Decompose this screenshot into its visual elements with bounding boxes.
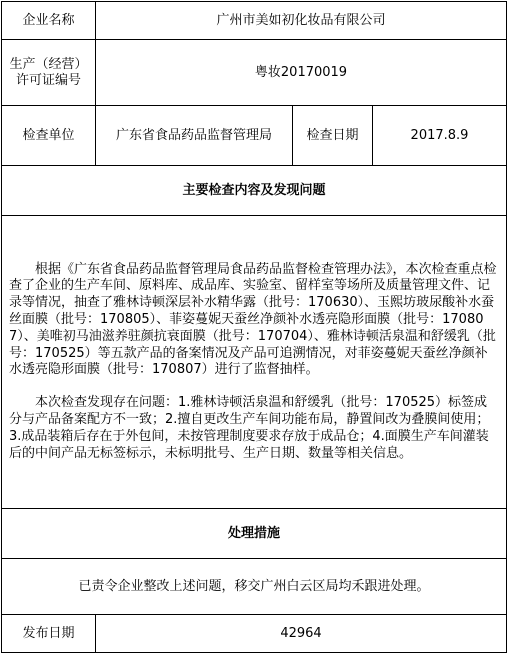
main-content-cell xyxy=(2,216,507,509)
company-name-label: 企业名称 xyxy=(2,2,96,40)
inspection-report-table xyxy=(1,1,507,653)
company-name-value: 广州市美如初化妆品有限公司 xyxy=(96,2,507,40)
main-content-row xyxy=(2,216,507,509)
license-number-label-line2: 许可证编号 xyxy=(15,72,81,88)
measures-row xyxy=(2,559,507,615)
main-content-heading-row xyxy=(2,166,507,216)
license-number-row xyxy=(2,40,507,106)
publish-date-row xyxy=(2,615,507,653)
publish-date-label: 发布日期 xyxy=(2,615,96,653)
main-content-heading: 主要检查内容及发现问题 xyxy=(2,166,507,216)
measures-text: 已责令企业整改上述问题，移交广州白云区局均禾跟进处理。 xyxy=(2,559,507,615)
inspection-unit-value: 广东省食品药品监督管理局 xyxy=(96,106,293,166)
inspection-date-value: 2017.8.9 xyxy=(373,106,507,166)
license-number-value: 粤妆20170019 xyxy=(96,40,507,106)
measures-heading-row xyxy=(2,509,507,559)
company-name-row xyxy=(2,2,507,40)
inspection-unit-row xyxy=(2,106,507,166)
license-number-label-line1: 生产（经营） xyxy=(9,56,88,72)
inspection-paragraph-1: 根据《广东省食品药品监督管理局食品药品监督检查管理办法》，本次检查重点检查了企业的生产车间、原料库、成品库、实验室、留样室等场所及质量管理文件、记录等情况，抽查了雅林诗顿深层补水精华露（批号：170630）、玉熙坊玻尿酸补水蚕丝面膜（批号：170805）、菲姿蔓妮天蚕丝净颜补水透亮隐形面膜（批号：170807）、美唯初马油滋养驻颜抗衰面膜（批号：170704）、雅林诗顿活泉温和舒缓乳（批号：170525）等五款产品的备案情况及产品可追溯情况，对菲姿蔓妮天蚕丝净颜补水透亮隐形面膜（批号：170807）进行了监督抽样。 xyxy=(9,261,497,378)
measures-heading: 处理措施 xyxy=(2,509,507,559)
license-number-label xyxy=(2,40,96,106)
inspection-unit-label: 检查单位 xyxy=(2,106,96,166)
inspection-date-label: 检查日期 xyxy=(293,106,373,166)
inspection-paragraph-2: 本次检查发现存在问题：1.雅林诗顿活泉温和舒缓乳（批号：170525）标签成分与产品备案配方不一致；2.擅自更改生产车间功能布局，静置间改为叠膜间使用；3.成品装箱后存在于外包间，未按管理制度要求存放于成品仓；4.面膜生产车间灌装后的中间产品无标签标示，未标明批号、生产日期、数量等相关信息。 xyxy=(9,395,490,461)
publish-date-value: 42964 xyxy=(96,615,507,653)
